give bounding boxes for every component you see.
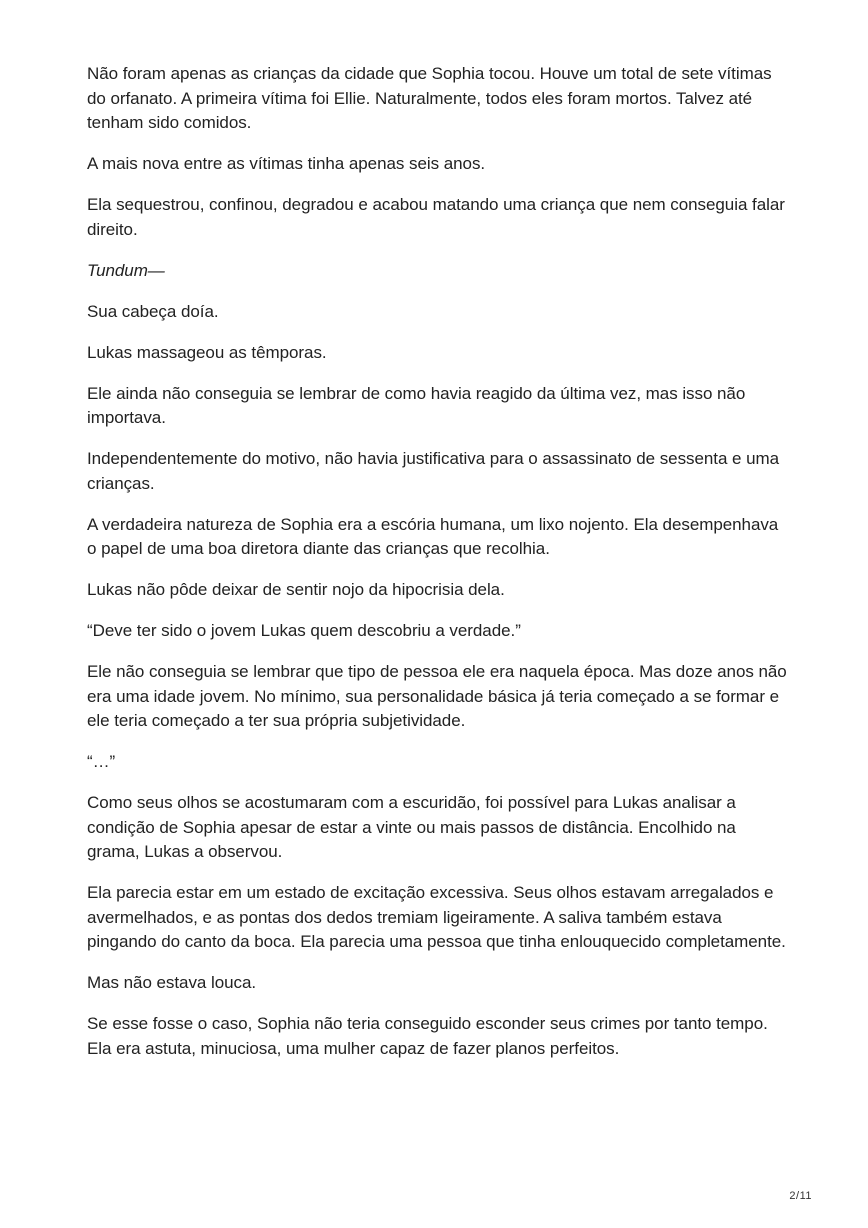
paragraph: Ele não conseguia se lembrar que tipo de pessoa ele era naquela época. Mas doze anos não era uma idade jovem. No mínimo, sua personalidade básica já teria começado a se formar e ele teria começado a ter sua própria subjetividade. [87, 662, 787, 730]
paragraph: Como seus olhos se acostumaram com a escuridão, foi possível para Lukas analisar a condição de Sophia apesar de estar a vinte ou mais passos de distância. Encolhido na grama, Lukas a observou. [87, 793, 736, 861]
paragraph: Se esse fosse o caso, Sophia não teria conseguido esconder seus crimes por tanto tempo. Ela era astuta, minuciosa, uma mulher capaz de fazer planos perfeitos. [87, 1014, 768, 1058]
paragraph: A mais nova entre as vítimas tinha apenas seis anos. [87, 154, 486, 173]
paragraph: Lukas não pôde deixar de sentir nojo da hipocrisia dela. [87, 580, 505, 599]
paragraph: Não foram apenas as crianças da cidade que Sophia tocou. Houve um total de sete vítimas do orfanato. A primeira vítima foi Ellie. Naturalmente, todos eles foram mortos. Talvez até tenham sido comidos. [87, 64, 772, 132]
paragraph: Ela parecia estar em um estado de excitação excessiva. Seus olhos estavam arregalados e avermelhados, e as pontas dos dedos tremiam ligeiramente. A saliva também estava pingando do canto da boca. Ela parecia uma pessoa que tinha enlouquecido completamente. [87, 883, 786, 951]
paragraph: Ela sequestrou, confinou, degradou e acabou matando uma criança que nem conseguia falar direito. [87, 195, 785, 239]
paragraph: “Deve ter sido o jovem Lukas quem descobriu a verdade.” [87, 621, 521, 640]
paragraph: Ele ainda não conseguia se lembrar de como havia reagido da última vez, mas isso não importava. [87, 383, 746, 427]
paragraph: Sua cabeça doía. [87, 301, 219, 321]
paragraph: Independentemente do motivo, não havia justificativa para o assassinato de sessenta e uma crianças. [87, 449, 780, 493]
paragraph: Mas não estava louca. [87, 973, 257, 992]
document-body [87, 62, 787, 1078]
paragraph: Lukas massageou as têmporas. [87, 342, 327, 362]
paragraph: “…” [87, 752, 116, 771]
paragraph-italic: Tundum— [87, 260, 165, 280]
page-number: 2/11 [789, 1190, 812, 1202]
paragraph: A verdadeira natureza de Sophia era a escória humana, um lixo nojento. Ela desempenhava o papel de uma boa diretora diante das crianças que recolhia. [87, 514, 779, 558]
